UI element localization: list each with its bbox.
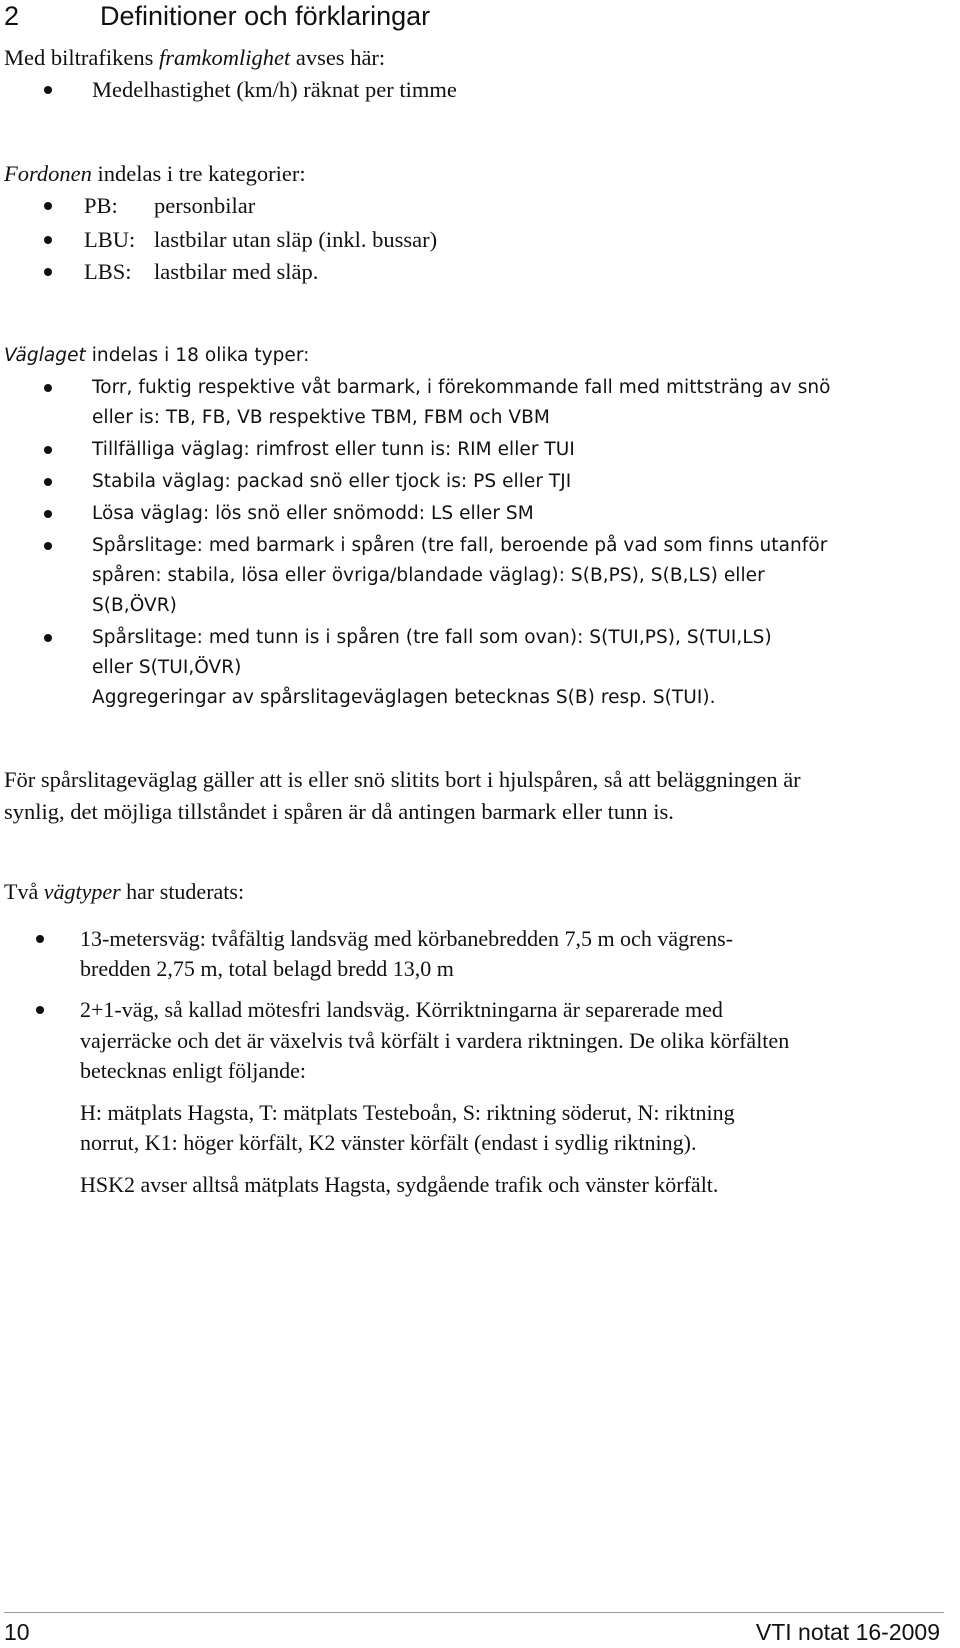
- fordon-desc: lastbilar utan släp (inkl. bussar): [154, 227, 438, 252]
- bullet-icon: [44, 510, 52, 518]
- vagtyp-item: 2+1-väg, så kallad mötesfri landsväg. Körriktningarna är separerade med: [80, 997, 723, 1022]
- bullet-icon: [44, 86, 52, 94]
- bullet-icon: [44, 268, 52, 276]
- vagtyp-example: HSK2 avser alltså mätplats Hagsta, sydgående trafik och vänster körfält.: [80, 1172, 719, 1197]
- vaglag-item: Tillfälliga väglag: rimfrost eller tunn is: RIM eller TUI: [92, 439, 575, 460]
- bullet-icon: [36, 935, 44, 943]
- framkomlighet-intro: Med biltrafikens framkomlighet avses här:: [4, 45, 386, 70]
- section-number: 2: [4, 1, 20, 31]
- bullet-icon: [44, 446, 52, 454]
- fordon-intro: Fordonen indelas i tre kategorier:: [4, 161, 306, 186]
- vagtyp-item: 13-metersväg: tvåfältig landsväg med körbanebredden 7,5 m och vägrens-: [80, 926, 734, 951]
- fordon-code: LBU:: [84, 227, 136, 252]
- fordon-desc: personbilar: [154, 193, 256, 218]
- fordon-code: PB:: [84, 193, 118, 218]
- footer-rule: [4, 1612, 944, 1613]
- page-number: 10: [4, 1619, 30, 1645]
- vaglag-item: Spårslitage: med tunn is i spåren (tre fall som ovan): S(TUI,PS), S(TUI,LS): [92, 627, 772, 648]
- vagtyper-intro: Två vägtyper har studerats:: [4, 879, 245, 904]
- bullet-icon: [44, 384, 52, 392]
- vagtyp-item-cont: bredden 2,75 m, total belagd bredd 13,0 m: [80, 956, 454, 981]
- vaglag-item-cont: S(B,ÖVR): [92, 595, 177, 616]
- bullet-icon: [44, 478, 52, 486]
- bullet-icon: [36, 1006, 44, 1014]
- vaglag-item: Spårslitage: med barmark i spåren (tre fall, beroende på vad som finns utanför: [92, 535, 828, 556]
- fordon-code: LBS:: [84, 259, 132, 284]
- vaglag-item: Torr, fuktig respektive våt barmark, i förekommande fall med mittsträng av snö: [92, 377, 831, 398]
- section-heading: [4, 0, 430, 32]
- vaglag-item: Lösa väglag: lös snö eller snömodd: LS eller SM: [92, 503, 534, 524]
- vaglag-intro: Väglaget indelas i 18 olika typer:: [4, 345, 310, 366]
- vagtyp-item-cont: vajerräcke och det är växelvis två körfält i vardera riktningen. De olika körfälten: [80, 1028, 790, 1053]
- vagtyp-legend-cont: norrut, K1: höger körfält, K2 vänster körfält (endast i sydlig riktning).: [80, 1130, 697, 1155]
- vagtyp-item-cont: betecknas enligt följande:: [80, 1058, 307, 1083]
- vaglag-item: Stabila väglag: packad snö eller tjock is: PS eller TJI: [92, 471, 572, 492]
- framkomlighet-item: Medelhastighet (km/h) räknat per timme: [92, 77, 457, 102]
- vaglag-aggregation: Aggregeringar av spårslitageväglagen betecknas S(B) resp. S(TUI).: [92, 687, 716, 708]
- sparslitage-note-line: För spårslitageväglag gäller att is eller snö slitits bort i hjulspåren, så att beläggningen är: [4, 767, 801, 792]
- vaglag-item-cont: spåren: stabila, lösa eller övriga/blandade väglag): S(B,PS), S(B,LS) eller: [92, 565, 765, 586]
- bullet-icon: [44, 634, 52, 642]
- fordon-desc: lastbilar med släp.: [154, 259, 319, 284]
- section-title: Definitioner och förklaringar: [100, 1, 431, 31]
- bullet-icon: [44, 236, 52, 244]
- document-id: VTI notat 16-2009: [755, 1619, 940, 1645]
- bullet-icon: [44, 542, 52, 550]
- vaglag-item-cont: eller S(TUI,ÖVR): [92, 657, 242, 678]
- bullet-icon: [44, 202, 52, 210]
- vaglag-item-cont: eller is: TB, FB, VB respektive TBM, FBM och VBM: [92, 407, 550, 428]
- vagtyp-legend: H: mätplats Hagsta, T: mätplats Testeboån, S: riktning söderut, N: riktning: [80, 1100, 735, 1125]
- sparslitage-note-line: synlig, det möjliga tillståndet i spåren är då antingen barmark eller tunn is.: [4, 799, 674, 824]
